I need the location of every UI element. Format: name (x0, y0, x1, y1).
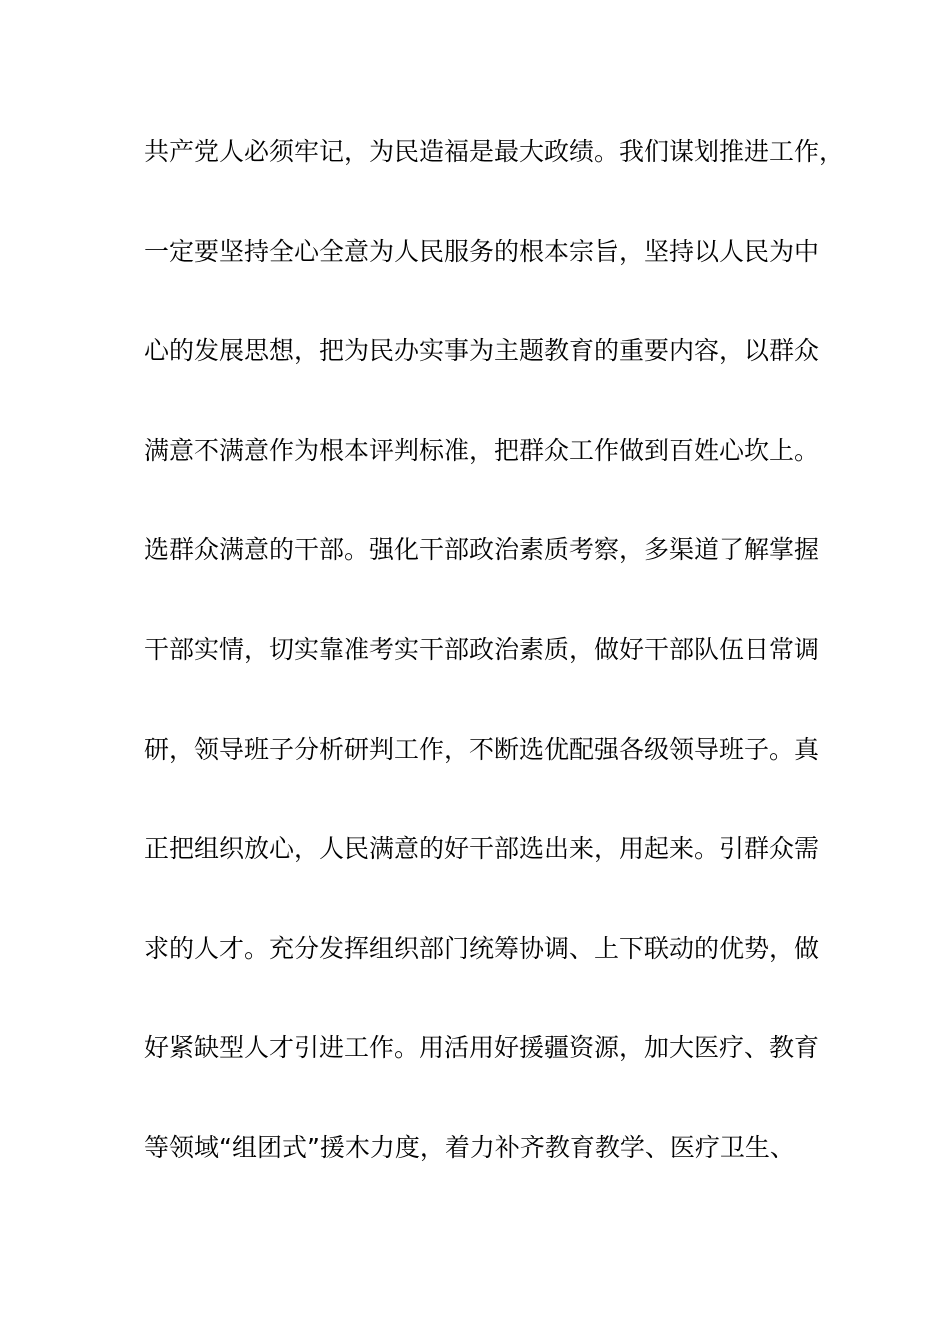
text-line: 共产党人必须牢记，为民造福是最大政绩。我们谋划推进工作， (144, 137, 845, 166)
text-line: 选群众满意的干部。强化干部政治素质考察，多渠道了解掌握 (144, 535, 820, 565)
text-line: 好紧缺型人才引进工作。用活用好援疆资源，加大医疗、教育 (144, 1033, 820, 1063)
text-line: 等领域“组团式”援木力度，着力补齐教育教学、医疗卫生、 (144, 1132, 795, 1162)
text-line: 正把组织放心，人民满意的好干部选出来，用起来。引群众需 (144, 834, 820, 864)
text-line: 干部实情，切实靠准考实干部政治素质，做好干部队伍日常调 (144, 634, 820, 664)
text-line: 求的人才。充分发挥组织部门统筹协调、上下联动的优势，做 (144, 933, 820, 963)
text-line: 一定要坚持全心全意为人民服务的根本宗旨，坚持以人民为中 (144, 236, 820, 266)
text-line: 心的发展思想，把为民办实事为主题教育的重要内容，以群众 (144, 336, 820, 366)
text-line: 满意不满意作为根本评判标准，把群众工作做到百姓心坎上。 (144, 435, 820, 465)
body-text (144, 128, 845, 1224)
text-line: 研，领导班子分析研判工作，不断选优配强各级领导班子。真 (144, 734, 820, 764)
